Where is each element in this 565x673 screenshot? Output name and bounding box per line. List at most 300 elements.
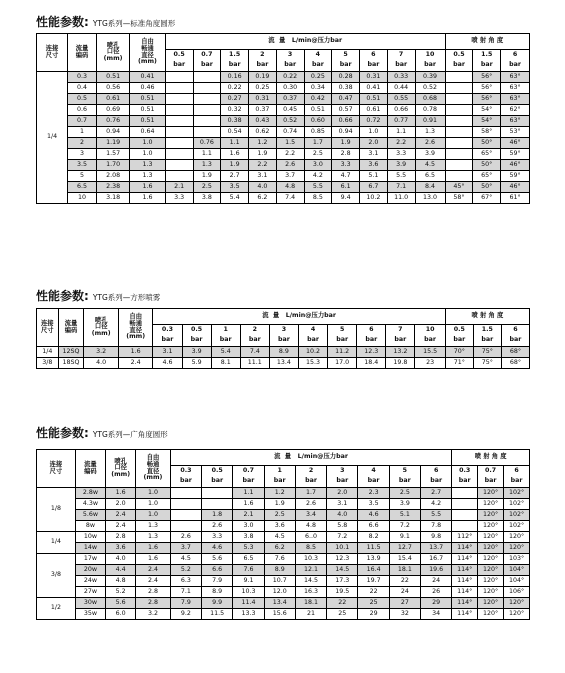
spray-pressure-value: 1.5 — [473, 50, 501, 61]
flow-value-cell: 29 — [358, 609, 389, 620]
pressure-value: 1 — [211, 325, 240, 336]
spray-pressure-value: 0.7 — [478, 466, 504, 477]
unit-label: bar — [295, 477, 326, 488]
flow-value-cell: 7.1 — [170, 587, 201, 598]
flow-value-cell: 23 — [415, 358, 445, 369]
spray-angle-cell: 56° — [473, 94, 501, 105]
unit-label: bar — [165, 61, 193, 72]
spray-angle-cell — [452, 499, 478, 510]
conn-size-cell: 1/2 — [37, 598, 76, 620]
free-passage-cell: 0.46 — [130, 83, 166, 94]
header-spray-angle-title: 喷 射 角 度 — [445, 34, 529, 50]
unit-label: bar — [211, 336, 240, 347]
spray-angle-cell: 59° — [501, 149, 530, 160]
flow-value-cell: 3.8 — [193, 193, 221, 204]
unit-label: bar — [387, 61, 415, 72]
spray-angle-cell: 120° — [478, 554, 504, 565]
flow-value-cell: 1.9 — [249, 149, 277, 160]
flow-value-cell: 19.6 — [421, 565, 452, 576]
flow-code-cell: 0.4 — [68, 83, 97, 94]
spray-angle-cell: 120° — [478, 565, 504, 576]
flow-code-cell: 5 — [68, 171, 97, 182]
flow-value-cell: 6.6 — [358, 521, 389, 532]
flow-code-cell: 6.5 — [68, 182, 97, 193]
flow-value-cell: 3.7 — [170, 543, 201, 554]
flow-value-cell: 7.2 — [389, 521, 420, 532]
table-row — [37, 171, 530, 182]
table-row — [37, 587, 530, 598]
flow-value-cell: 11.5 — [358, 543, 389, 554]
pressure-value: 2 — [240, 325, 269, 336]
flow-value-cell: 2.3 — [358, 488, 389, 499]
flow-value-cell: 1.6 — [233, 499, 264, 510]
flow-value-cell: 1.5 — [276, 138, 304, 149]
flow-value-cell: 3.6 — [264, 521, 295, 532]
flow-code-cell: 17w — [75, 554, 105, 565]
orifice-cell: 2.38 — [96, 182, 129, 193]
pressure-value: 0.5 — [202, 466, 233, 477]
flow-value-cell: 0.37 — [276, 94, 304, 105]
pressure-value: 10 — [415, 50, 445, 61]
flow-value-cell: 0.31 — [249, 94, 277, 105]
unit-label: bar — [264, 477, 295, 488]
header-orifice: 喷孔 口径 (mm) — [84, 309, 119, 347]
orifice-cell: 0.51 — [96, 72, 129, 83]
flow-value-cell: 7.4 — [276, 193, 304, 204]
flow-value-cell: 5.1 — [389, 510, 420, 521]
header-row — [37, 450, 530, 466]
spray-angle-cell: 106° — [504, 587, 530, 598]
flow-value-cell: 4.8 — [276, 182, 304, 193]
flow-value-cell: 0.42 — [304, 94, 332, 105]
flow-value-cell: 3.3 — [165, 193, 193, 204]
flow-value-cell — [165, 94, 193, 105]
spray-angle-cell: 120° — [478, 576, 504, 587]
flow-value-cell: 12.3 — [357, 347, 386, 358]
flow-value-cell: 2.6 — [276, 160, 304, 171]
header-conn-size: 连接 尺寸 — [37, 450, 76, 488]
flow-value-cell: 4.5 — [170, 554, 201, 565]
flow-value-cell: 3.9 — [182, 347, 211, 358]
spec-table-standard-angle — [36, 33, 530, 204]
section-title-3 — [36, 422, 168, 441]
flow-value-cell: 0.78 — [415, 105, 445, 116]
flow-value-cell: 15.4 — [389, 554, 420, 565]
flow-code-cell: 20w — [75, 565, 105, 576]
flow-value-cell: 13.9 — [358, 554, 389, 565]
unit-label: bar — [386, 336, 415, 347]
spray-pressure-value: 6 — [504, 466, 530, 477]
spray-angle-cell: 54° — [473, 116, 501, 127]
flow-value-cell: 0.22 — [276, 72, 304, 83]
flow-value-cell: 8.9 — [264, 565, 295, 576]
spec-table-wide-angle — [36, 449, 530, 620]
flow-code-cell: 18SQ — [58, 358, 84, 369]
table-row — [37, 598, 530, 609]
unit-label: bar — [473, 61, 501, 72]
spray-angle-cell — [452, 488, 478, 499]
flow-value-cell: 3.4 — [295, 510, 326, 521]
conn-size-cell: 1/4 — [37, 532, 76, 554]
table-row — [37, 510, 530, 521]
flow-value-cell: 3.0 — [304, 160, 332, 171]
pressure-value: 5 — [389, 466, 420, 477]
header-orifice: 喷孔 口径 (mm) — [106, 450, 136, 488]
flow-value-cell: 5.5 — [304, 182, 332, 193]
flow-value-cell: 6.6 — [202, 565, 233, 576]
flow-code-cell: 0.6 — [68, 105, 97, 116]
flow-value-cell: 10.1 — [327, 543, 358, 554]
flow-value-cell: 26 — [421, 587, 452, 598]
flow-value-cell: 1.1 — [221, 138, 249, 149]
flow-code-cell: 0.7 — [68, 116, 97, 127]
free-passage-cell: 0.41 — [130, 72, 166, 83]
section-label: 性能参数: — [36, 426, 89, 440]
pressure-value: 2 — [295, 466, 326, 477]
flow-value-cell: 11.5 — [202, 609, 233, 620]
section-title-2 — [36, 285, 160, 304]
unit-label: bar — [202, 477, 233, 488]
orifice-cell: 0.61 — [96, 94, 129, 105]
pressure-value: 0.7 — [233, 466, 264, 477]
flow-value-cell: 34 — [421, 609, 452, 620]
flow-value-cell — [165, 171, 193, 182]
header-flow-code: 流量 编码 — [68, 34, 97, 72]
orifice-cell: 4.0 — [84, 358, 119, 369]
spray-pressure-value: 0.5 — [445, 50, 473, 61]
pressure-value: 0.7 — [193, 50, 221, 61]
spray-angle-cell: 46° — [501, 138, 530, 149]
flow-value-cell: 5.4 — [211, 347, 240, 358]
pressure-value: 6 — [360, 50, 388, 61]
flow-value-cell: 6..0 — [295, 532, 326, 543]
flow-value-cell: 9.9 — [202, 598, 233, 609]
flow-value-cell: 5.3 — [233, 543, 264, 554]
orifice-cell: 1.6 — [106, 488, 136, 499]
section-subtitle: YTG系列—方形喷雾 — [92, 293, 161, 302]
spray-angle-cell: 58° — [445, 193, 473, 204]
flow-code-cell: 2 — [68, 138, 97, 149]
flow-value-cell — [170, 521, 201, 532]
table-row — [37, 499, 530, 510]
flow-value-cell: 4.0 — [327, 510, 358, 521]
pressure-value: 3 — [327, 466, 358, 477]
flow-value-cell: 12.7 — [389, 543, 420, 554]
flow-value-cell: 1.9 — [193, 171, 221, 182]
flow-code-cell: 3 — [68, 149, 97, 160]
orifice-cell: 3.6 — [106, 543, 136, 554]
table-row — [37, 182, 530, 193]
orifice-cell: 2.0 — [106, 499, 136, 510]
flow-value-cell: 8.5 — [304, 193, 332, 204]
table-row — [37, 193, 530, 204]
header-spray-angle-title: 喷 射 角 度 — [445, 309, 529, 325]
flow-value-cell: 8.4 — [415, 182, 445, 193]
flow-value-cell: 0.77 — [387, 116, 415, 127]
flow-value-cell: 3.3 — [202, 532, 233, 543]
orifice-cell: 2.08 — [96, 171, 129, 182]
flow-value-cell: 6.2 — [264, 543, 295, 554]
flow-value-cell: 15.3 — [298, 358, 327, 369]
flow-value-cell: 0.27 — [221, 94, 249, 105]
flow-value-cell: 13.2 — [386, 347, 415, 358]
flow-value-cell: 5.8 — [327, 521, 358, 532]
spray-angle-cell: 63° — [501, 83, 530, 94]
unit-label: bar — [473, 336, 501, 347]
flow-value-cell: 24 — [389, 587, 420, 598]
spray-angle-cell: 46° — [501, 182, 530, 193]
flow-value-cell: 4.2 — [304, 171, 332, 182]
flow-value-cell — [165, 160, 193, 171]
orifice-cell: 2.8 — [106, 532, 136, 543]
spray-angle-cell — [445, 138, 473, 149]
header-free-passage: 自由 畅通 直径 (mm) — [118, 309, 153, 347]
spray-angle-cell: 114° — [452, 587, 478, 598]
table-row — [37, 127, 530, 138]
flow-value-cell: 7.8 — [421, 521, 452, 532]
flow-value-cell: 4.5 — [415, 160, 445, 171]
flow-value-cell: 17.0 — [328, 358, 357, 369]
flow-value-cell: 8.1 — [211, 358, 240, 369]
table-row — [37, 358, 530, 369]
flow-value-cell — [165, 149, 193, 160]
flow-code-cell: 0.3 — [68, 72, 97, 83]
flow-value-cell: 0.60 — [304, 116, 332, 127]
flow-value-cell: 3.1 — [360, 149, 388, 160]
flow-code-cell: 10w — [75, 532, 105, 543]
flow-value-cell: 0.38 — [221, 116, 249, 127]
flow-value-cell: 2.6 — [295, 499, 326, 510]
orifice-cell: 0.76 — [96, 116, 129, 127]
flow-value-cell: 0.43 — [249, 116, 277, 127]
spray-angle-cell: 59° — [501, 171, 530, 182]
spray-angle-cell: 54° — [473, 105, 501, 116]
flow-value-cell: 25 — [358, 598, 389, 609]
unit-label: bar — [182, 336, 211, 347]
flow-value-cell: 1.9 — [332, 138, 360, 149]
flow-value-cell: 25 — [327, 609, 358, 620]
flow-code-cell: 0.5 — [68, 94, 97, 105]
free-passage-cell: 2.8 — [136, 598, 171, 609]
flow-value-cell: 3.9 — [387, 160, 415, 171]
spray-angle-cell — [445, 83, 473, 94]
flow-value-cell: 1.1 — [233, 488, 264, 499]
flow-value-cell: 2.5 — [193, 182, 221, 193]
flow-value-cell: 1.7 — [295, 488, 326, 499]
spray-angle-cell: 68° — [501, 347, 529, 358]
unit-label: bar — [221, 61, 249, 72]
spray-angle-cell: 114° — [452, 565, 478, 576]
flow-value-cell — [202, 488, 233, 499]
flow-value-cell: 3.6 — [360, 160, 388, 171]
flow-code-cell: 10 — [68, 193, 97, 204]
flow-value-cell: 13.3 — [233, 609, 264, 620]
unit-label: bar — [360, 61, 388, 72]
flow-value-cell: 0.33 — [387, 72, 415, 83]
pressure-value: 0.3 — [153, 325, 182, 336]
free-passage-cell: 1.0 — [130, 149, 166, 160]
flow-value-cell: 3.1 — [249, 171, 277, 182]
flow-value-cell: 24 — [421, 576, 452, 587]
free-passage-cell: 0.51 — [130, 116, 166, 127]
pressure-value: 6 — [421, 466, 452, 477]
pressure-value: 4 — [358, 466, 389, 477]
flow-value-cell: 0.22 — [221, 83, 249, 94]
flow-value-cell: 27 — [389, 598, 420, 609]
flow-value-cell: 0.38 — [332, 83, 360, 94]
flow-value-cell: 21 — [295, 609, 326, 620]
flow-value-cell: 0.31 — [360, 72, 388, 83]
flow-code-cell: 12SQ — [58, 347, 84, 358]
flow-value-cell: 3.9 — [389, 499, 420, 510]
flow-value-cell: 1.2 — [249, 138, 277, 149]
flow-value-cell: 0.34 — [304, 83, 332, 94]
flow-code-cell: 35w — [75, 609, 105, 620]
spray-angle-cell: 56° — [473, 83, 501, 94]
spray-angle-cell — [445, 160, 473, 171]
spray-angle-cell: 120° — [478, 587, 504, 598]
flow-value-cell: 0.28 — [332, 72, 360, 83]
header-conn-size: 连接 尺寸 — [37, 309, 59, 347]
flow-value-cell: 8.9 — [269, 347, 298, 358]
free-passage-cell: 1.6 — [136, 554, 171, 565]
spray-angle-cell: 114° — [452, 598, 478, 609]
flow-code-cell: 5.6w — [75, 510, 105, 521]
flow-value-cell — [165, 127, 193, 138]
flow-value-cell — [193, 127, 221, 138]
flow-value-cell — [165, 72, 193, 83]
pressure-value: 5 — [328, 325, 357, 336]
orifice-cell: 1.70 — [96, 160, 129, 171]
flow-value-cell: 1.1 — [193, 149, 221, 160]
flow-code-cell: 8w — [75, 521, 105, 532]
table-row — [37, 116, 530, 127]
flow-value-cell: 0.91 — [415, 116, 445, 127]
free-passage-cell: 2.4 — [136, 565, 171, 576]
flow-value-cell: 7.6 — [233, 565, 264, 576]
table-row — [37, 521, 530, 532]
unit-label: bar — [504, 477, 530, 488]
flow-value-cell: 1.9 — [264, 499, 295, 510]
free-passage-cell: 1.3 — [136, 532, 171, 543]
flow-value-cell: 14.5 — [327, 565, 358, 576]
spray-angle-cell: 102° — [504, 521, 530, 532]
flow-value-cell: 5.1 — [360, 171, 388, 182]
spray-angle-cell: 120° — [504, 543, 530, 554]
flow-value-cell: 22 — [358, 587, 389, 598]
flow-value-cell: 4.0 — [249, 182, 277, 193]
flow-value-cell: 7.9 — [202, 576, 233, 587]
flow-value-cell: 0.44 — [387, 83, 415, 94]
spray-angle-cell: 75° — [473, 358, 501, 369]
flow-value-cell: 9.1 — [389, 532, 420, 543]
pressure-value: 2 — [249, 50, 277, 61]
spray-angle-cell: 120° — [478, 532, 504, 543]
spray-angle-cell: 112° — [452, 532, 478, 543]
free-passage-cell: 1.6 — [130, 182, 166, 193]
table-row — [37, 554, 530, 565]
orifice-cell: 0.94 — [96, 127, 129, 138]
flow-value-cell: 3.3 — [332, 160, 360, 171]
flow-value-cell: 2.5 — [304, 149, 332, 160]
spray-angle-cell — [445, 105, 473, 116]
orifice-cell: 0.69 — [96, 105, 129, 116]
unit-label: bar — [445, 336, 473, 347]
flow-code-cell: 14w — [75, 543, 105, 554]
flow-value-cell: 4.8 — [295, 521, 326, 532]
spray-angle-cell: 104° — [504, 576, 530, 587]
flow-value-cell: 5.2 — [170, 565, 201, 576]
section-subtitle: YTG系列—标准角度圆形 — [92, 19, 176, 28]
conn-size-cell: 1/4 — [37, 347, 59, 358]
orifice-cell: 5.6 — [106, 598, 136, 609]
free-passage-cell: 1.6 — [130, 193, 166, 204]
flow-value-cell: 2.2 — [249, 160, 277, 171]
spray-pressure-value: 6 — [501, 325, 529, 336]
flow-value-cell: 0.41 — [360, 83, 388, 94]
flow-value-cell: 3.9 — [415, 149, 445, 160]
table-row — [37, 609, 530, 620]
spray-angle-cell: 53° — [501, 127, 530, 138]
spray-angle-cell: 102° — [504, 499, 530, 510]
spray-angle-cell: 102° — [504, 488, 530, 499]
header-flow-title: 流 量 L/min@压力bar — [153, 309, 445, 325]
pressure-value: 5 — [332, 50, 360, 61]
flow-value-cell: 10.2 — [298, 347, 327, 358]
unit-label: bar — [233, 477, 264, 488]
flow-value-cell: 19.5 — [327, 587, 358, 598]
spray-angle-cell: 120° — [478, 609, 504, 620]
flow-value-cell: 18.4 — [357, 358, 386, 369]
spray-angle-cell — [445, 171, 473, 182]
unit-label: bar — [415, 336, 445, 347]
flow-value-cell: 1.6 — [221, 149, 249, 160]
spray-angle-cell: 114° — [452, 543, 478, 554]
spray-pressure-value: 1.5 — [473, 325, 501, 336]
section-label: 性能参数: — [36, 289, 89, 303]
spray-angle-cell — [452, 510, 478, 521]
flow-value-cell: 1.8 — [202, 510, 233, 521]
free-passage-cell: 1.6 — [136, 543, 171, 554]
free-passage-cell: 1.0 — [136, 499, 171, 510]
free-passage-cell: 2.4 — [118, 358, 153, 369]
header-flow-title: 流 量 L/min@压力bar — [170, 450, 452, 466]
spray-angle-cell: 63° — [501, 116, 530, 127]
spray-angle-cell: 114° — [452, 554, 478, 565]
spray-angle-cell: 71° — [445, 358, 473, 369]
flow-value-cell — [170, 488, 201, 499]
flow-value-cell: 0.85 — [304, 127, 332, 138]
flow-value-cell: 1.0 — [360, 127, 388, 138]
pressure-value: 0.5 — [165, 50, 193, 61]
flow-value-cell: 9.2 — [170, 609, 201, 620]
spray-angle-cell: 50° — [473, 138, 501, 149]
flow-value-cell: 4.6 — [358, 510, 389, 521]
table-row — [37, 94, 530, 105]
unit-label: bar — [478, 477, 504, 488]
flow-value-cell: 2.2 — [387, 138, 415, 149]
spray-angle-cell: 120° — [478, 521, 504, 532]
flow-value-cell: 2.7 — [221, 171, 249, 182]
unit-label: bar — [298, 336, 327, 347]
flow-value-cell: 16.3 — [295, 587, 326, 598]
table-row — [37, 543, 530, 554]
spray-angle-cell: 70° — [445, 347, 473, 358]
unit-label: bar — [357, 336, 386, 347]
spray-pressure-value: 6 — [501, 50, 530, 61]
flow-value-cell: 8.2 — [358, 532, 389, 543]
conn-size-cell: 1/8 — [37, 488, 76, 532]
